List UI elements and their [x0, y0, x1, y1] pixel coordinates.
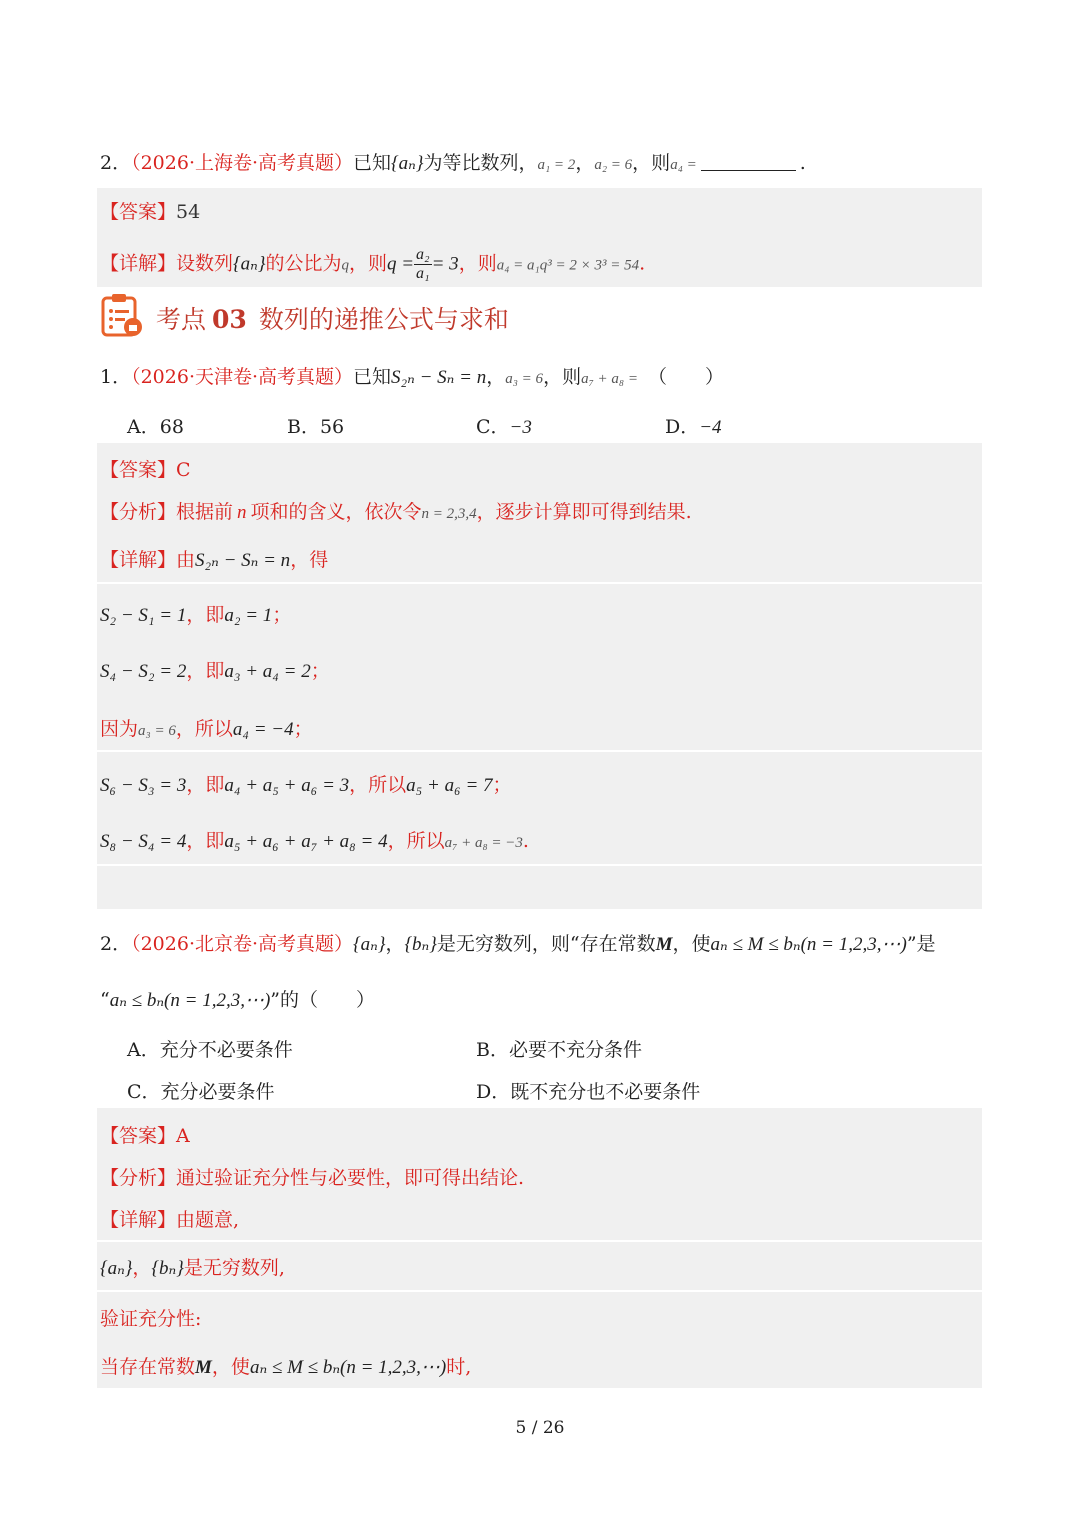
option-d[interactable]: D．−4	[665, 416, 722, 438]
question-source: （2026·天津卷·高考真题）	[131, 366, 354, 388]
step-1: S₂ − S₁ = 1，即a₂ = 1；	[100, 604, 292, 626]
verify-line: 验证充分性:	[100, 1308, 202, 1330]
divider	[97, 864, 982, 866]
question-2: 2．（2026·北京卷·高考真题）{aₙ}，{bₙ}是无穷数列，则“存在常数M，使aₙ ≤ M ≤ bₙ(n = 1,2,3,⋯)”是	[100, 933, 936, 955]
question-2-line-2: “aₙ ≤ bₙ(n = 1,2,3,⋯)”的（ ）	[100, 989, 375, 1011]
answer-line: 【答案】A	[100, 1125, 190, 1147]
question-source: （2026·上海卷·高考真题）	[131, 152, 354, 174]
option-d[interactable]: D．既不充分也不必要条件	[476, 1081, 701, 1103]
divider	[97, 1290, 982, 1292]
question-source: （2026·北京卷·高考真题）	[131, 933, 354, 955]
section-heading: 考点 03 数列的递推公式与求和	[156, 305, 509, 334]
option-a[interactable]: A．68	[127, 416, 184, 438]
answer-box-q2	[97, 1108, 982, 1388]
answer-blank	[701, 150, 796, 171]
option-a[interactable]: A．充分不必要条件	[127, 1039, 293, 1061]
divider	[97, 1240, 982, 1242]
step-2: S₄ − S₂ = 2，即a₃ + a₄ = 2；	[100, 660, 330, 682]
option-c[interactable]: C．充分必要条件	[127, 1081, 275, 1103]
detail-line: 【详解】由S₂ₙ − Sₙ = n，得	[100, 549, 329, 571]
answer-line: 【答案】C	[100, 459, 191, 481]
detail-line-2: {aₙ}，{bₙ}是无穷数列,	[100, 1257, 285, 1279]
answer-line: 【答案】54	[100, 201, 201, 223]
option-b[interactable]: B．56	[287, 416, 345, 438]
clipboard-icon	[100, 292, 144, 338]
question-2-top: 2．（2026·上海卷·高考真题）已知{aₙ}为等比数列，a₁ = 2，a₂ = 6，则a₄ = .	[100, 152, 806, 174]
page-number: 5 / 26	[515, 1418, 565, 1438]
step-3: 因为a₃ = 6，所以a₄ = −4；	[100, 718, 313, 740]
question-1: 1．（2026·天津卷·高考真题）已知S₂ₙ − Sₙ = n，a₃ = 6，则a₇ + a₈ = （ ）	[100, 366, 725, 388]
option-c[interactable]: C．−3	[476, 416, 532, 438]
divider	[97, 582, 982, 584]
when-line: 当存在常数M，使aₙ ≤ M ≤ bₙ(n = 1,2,3,⋯)时,	[100, 1356, 472, 1378]
detail-line: 【详解】由题意,	[100, 1209, 240, 1231]
detail-line: 【详解】设数列{aₙ}的公比为q，则q = $\frac{\text{a₂}}{\text{a₁}}$ = 3，则a₄ = a₁q³ = 2 × 3³ = 54.	[100, 246, 646, 282]
step-4: S₆ − S₃ = 3，即a₄ + a₅ + a₆ = 3，所以a₅ + a₆ = 7；	[100, 774, 512, 796]
option-b[interactable]: B．必要不充分条件	[476, 1039, 642, 1061]
divider	[97, 750, 982, 752]
step-5: S₈ − S₄ = 4，即a₅ + a₆ + a₇ + a₈ = 4，所以a₇ + a₈ = −3.	[100, 830, 529, 852]
fraction: $\frac{\text{a₂}}{\text{a₁}}$	[416, 246, 430, 282]
analysis-line: 【分析】通过验证充分性与必要性，即可得出结论.	[100, 1167, 525, 1189]
analysis-line: 【分析】根据前 n 项和的含义，依次令n = 2,3,4，逐步计算即可得到结果.	[100, 501, 692, 523]
